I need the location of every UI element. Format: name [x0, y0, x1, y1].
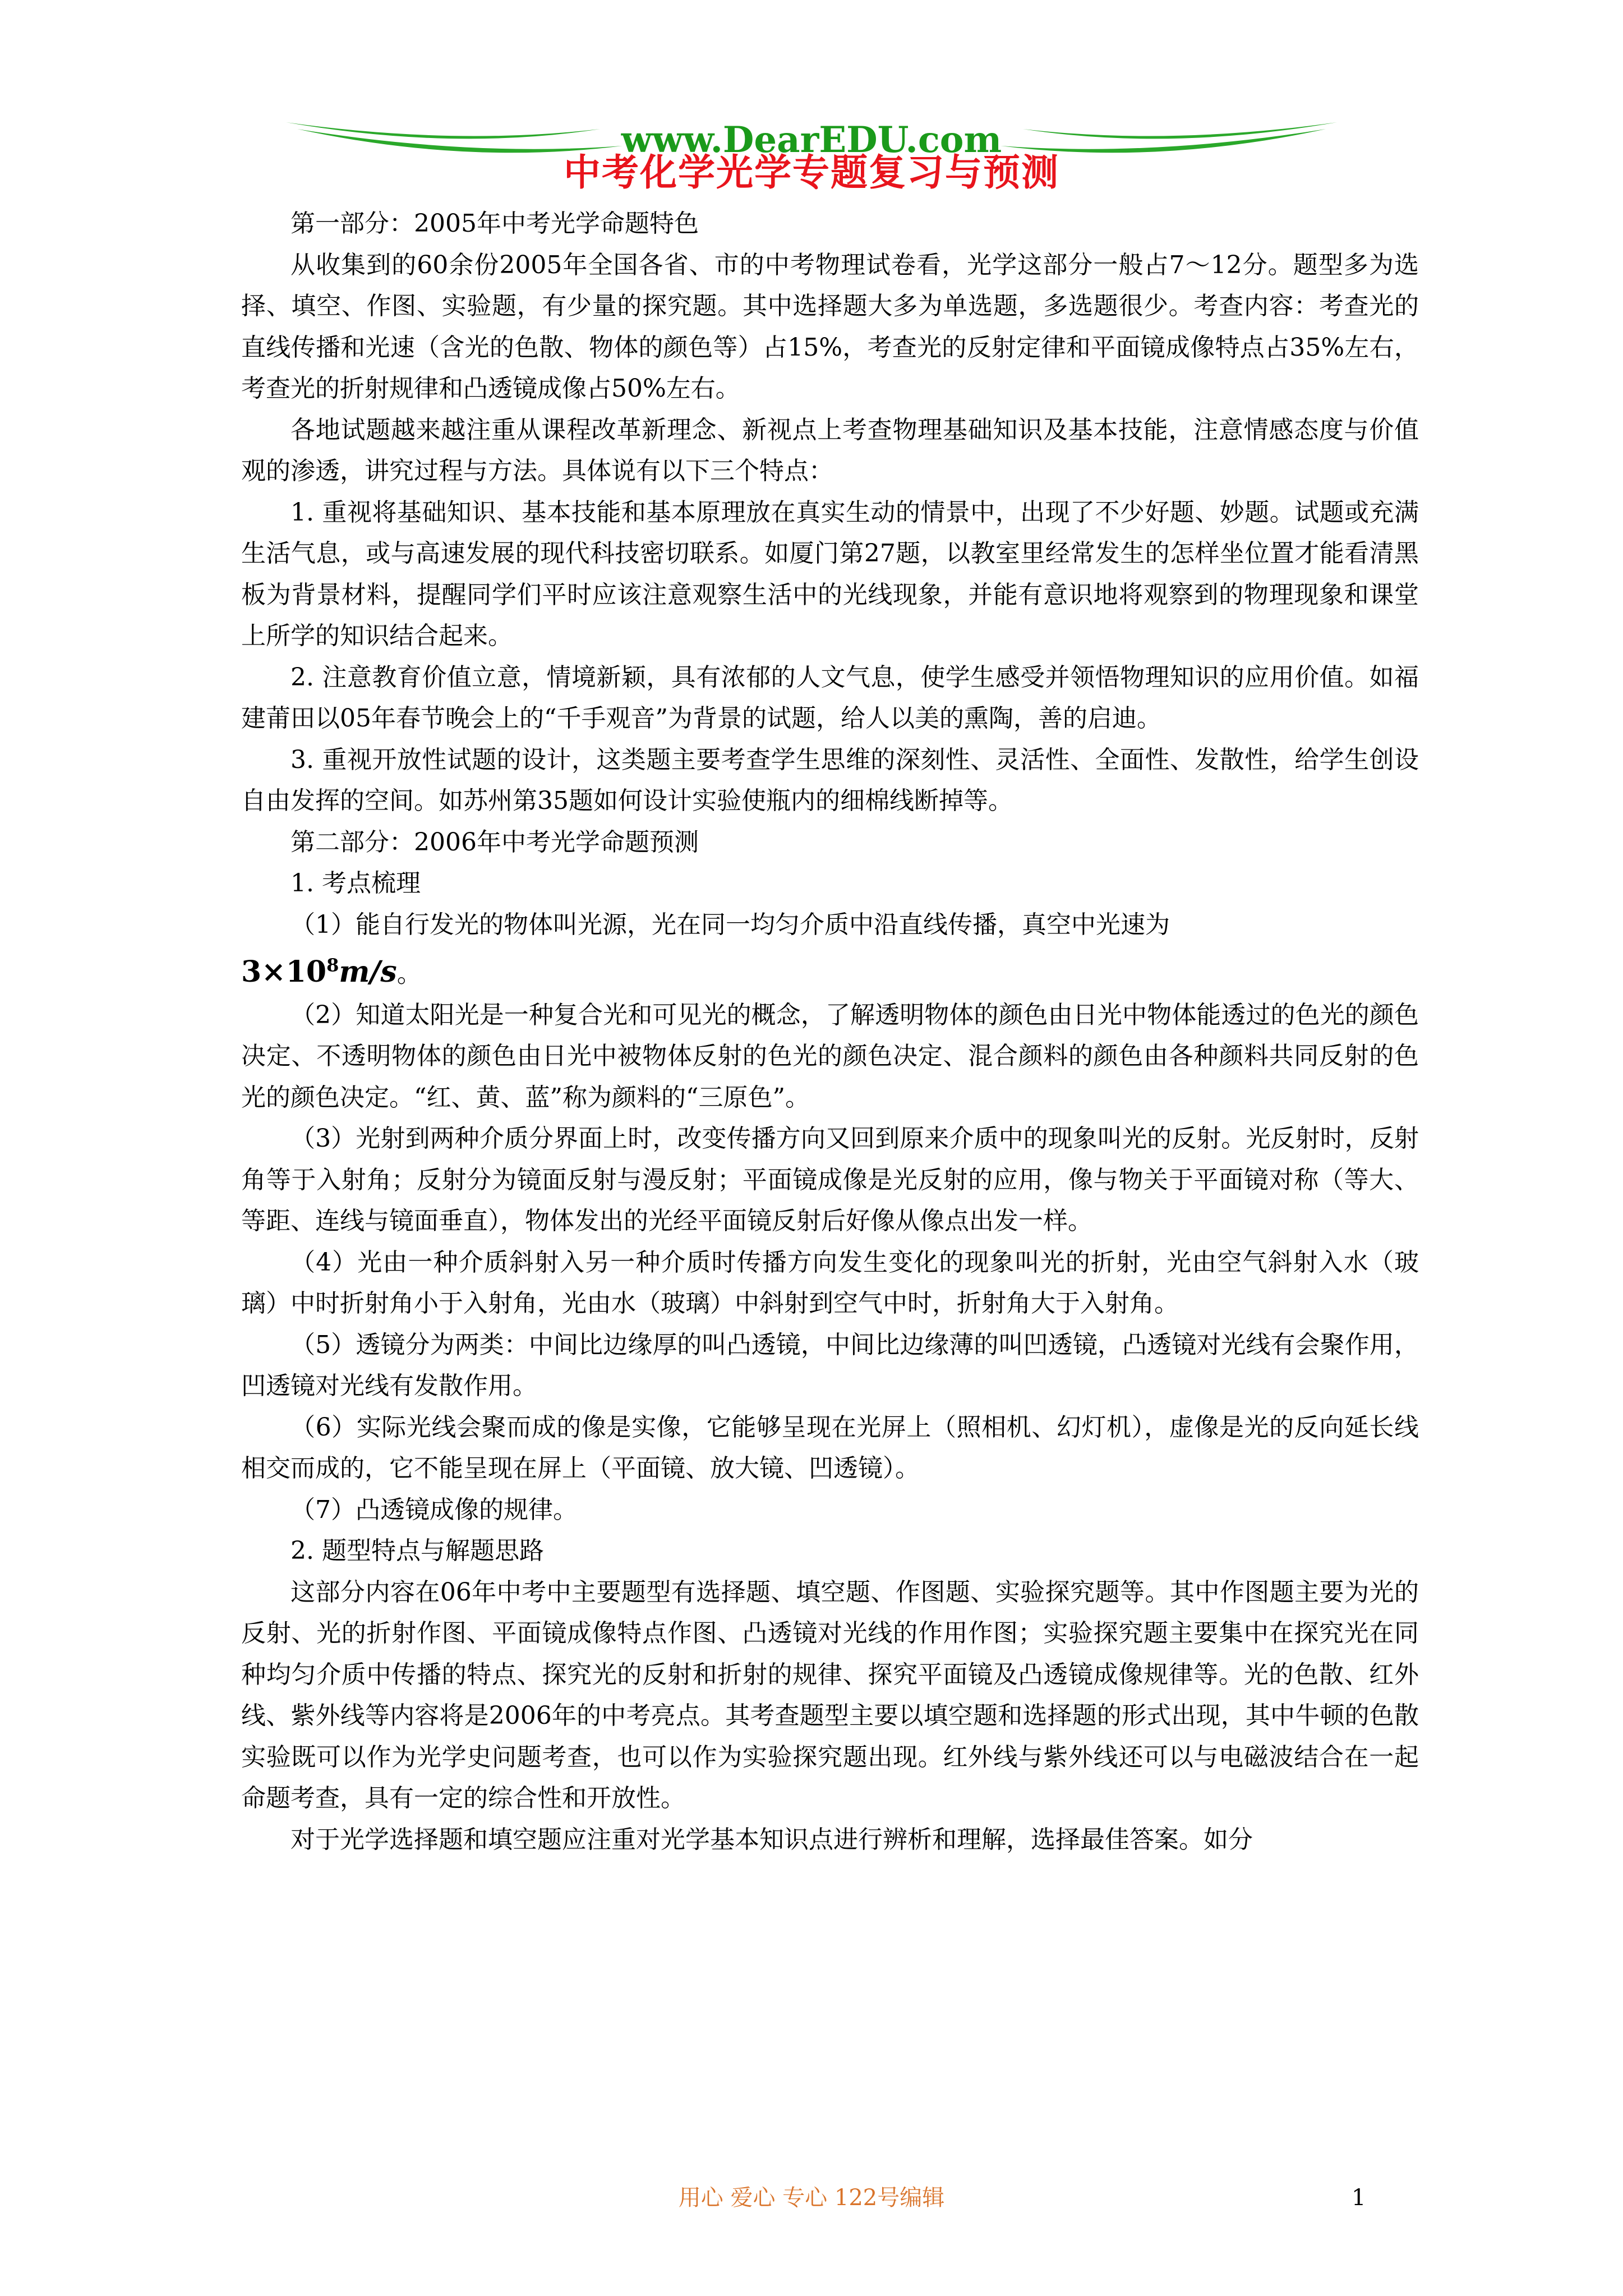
- paragraph: 从收集到的60余份2005年全国各省、市的中考物理试卷看，光学这部分一般占7～12分。题型多为选择、填空、作图、实验题，有少量的探究题。其中选择题大多为单选题，多选题很少。考查内容：考查光的直线传播和光速（含光的色散、物体的颜色等）占15%，考查光的反射定律和平面镜成像特点占35%左右，考查光的折射规律和凸透镜成像占50%左右。: [241, 250, 1419, 403]
- list-item: （2）知道太阳光是一种复合光和可见光的概念，了解透明物体的颜色由日光中物体能透过的色光的颜色决定、不透明物体的颜色由日光中被物体反射的色光的颜色决定、混合颜料的颜色由各种颜料共同反射的色光的颜色决定。“红、黄、蓝”称为颜料的“三原色”。: [241, 1000, 1419, 1112]
- list-item: 2. 注意教育价值立意，情境新颖，具有浓郁的人文气息，使学生感受并领悟物理知识的应用价值。如福建莆田以05年春节晚会上的“千手观音”为背景的试题，给人以美的熏陶，善的启迪。: [241, 662, 1419, 733]
- list-item: （4）光由一种介质斜射入另一种介质时传播方向发生变化的现象叫光的折射，光由空气斜射入水（玻璃）中时折射角小于入射角，光由水（玻璃）中斜射到空气中时，折射角大于入射角。: [241, 1248, 1419, 1318]
- light-speed-formula: [241, 955, 397, 989]
- list-item: （5）透镜分为两类：中间比边缘厚的叫凸透镜，中间比边缘薄的叫凹透镜，凸透镜对光线有会聚作用，凹透镜对光线有发散作用。: [241, 1330, 1419, 1401]
- list-item: （7）凸透镜成像的规律。: [291, 1495, 578, 1524]
- paragraph: 对于光学选择题和填空题应注重对光学基本知识点进行辨析和理解，选择最佳答案。如分: [291, 1825, 1253, 1854]
- subsection-heading: 1. 考点梳理: [291, 869, 421, 898]
- list-item: 3. 重视开放性试题的设计，这类题主要考查学生思维的深刻性、灵活性、全面性、发散性，给学生创设自由发挥的空间。如苏州第35题如何设计实验使瓶内的细棉线断掉等。: [241, 745, 1419, 815]
- document-title: 中考化学光学专题复习与预测: [564, 151, 1059, 194]
- page-number: 1: [1352, 2185, 1366, 2211]
- formula-line: [241, 945, 1419, 995]
- formula-end: 。: [396, 959, 422, 988]
- site-name: www.DearEDU.com: [621, 119, 1002, 161]
- paragraph: 这部分内容在06年中考中主要题型有选择题、填空题、作图题、实验探究题等。其中作图题主要为光的反射、光的折射作图、平面镜成像特点作图、凸透镜对光线的作用作图；实验探究题主要集中在探究光在同种均匀介质中传播的特点、探究光的反射和折射的规律、探究平面镜及凸透镜成像规律等。光的色散、红外线、紫外线等内容将是2006年的中考亮点。其考查题型主要以填空题和选择题的形式出现，其中牛顿的色散实验既可以作为光学史问题考查，也可以作为实验探究题出现。红外线与紫外线还可以与电磁波结合在一起命题考查，具有一定的综合性和开放性。: [241, 1577, 1419, 1813]
- footer-editor-note: 用心 爱心 专心 122号编辑: [678, 2185, 945, 2211]
- paragraph: 各地试题越来越注重从课程改革新理念、新视点上考查物理基础知识及基本技能，注意情感态度与价值观的渗透，讲究过程与方法。具体说有以下三个特点：: [241, 415, 1419, 485]
- section-heading-part-one: 第一部分：2005年中考光学命题特色: [291, 209, 699, 238]
- formula-unit: m/s: [339, 955, 397, 990]
- subsection-heading: 2. 题型特点与解题思路: [291, 1536, 544, 1566]
- formula-exponent: 8: [326, 955, 339, 976]
- paragraph: （1）能自行发光的物体叫光源，光在同一均匀介质中沿直线传播，真空中光速为: [291, 910, 1170, 939]
- document-body: [241, 203, 1419, 1860]
- list-item: 1. 重视将基础知识、基本技能和基本原理放在真实生动的情景中，出现了不少好题、妙题。试题或充满生活气息，或与高速发展的现代科技密切联系。如厦门第27题，以教室里经常发生的怎样坐位置才能看清黑板为背景材料，提醒同学们平时应该注意观察生活中的光线现象，并能有意识地将观察到的物理现象和课堂上所学的知识结合起来。: [241, 498, 1419, 650]
- list-item: （6）实际光线会聚而成的像是实像，它能够呈现在光屏上（照相机、幻灯机），虚像是光的反向延长线相交而成的，它不能呈现在屏上（平面镜、放大镜、凹透镜）。: [241, 1412, 1419, 1483]
- formula-coefficient: 3×10: [241, 955, 327, 990]
- list-item: （3）光射到两种介质分界面上时，改变传播方向又回到原来介质中的现象叫光的反射。光反射时，反射角等于入射角；反射分为镜面反射与漫反射；平面镜成像是光反射的应用，像与物关于平面镜对称（等大、等距、连线与镜面垂直），物体发出的光经平面镜反射后好像从像点出发一样。: [241, 1124, 1419, 1236]
- section-heading-part-two: 第二部分：2006年中考光学命题预测: [291, 827, 699, 857]
